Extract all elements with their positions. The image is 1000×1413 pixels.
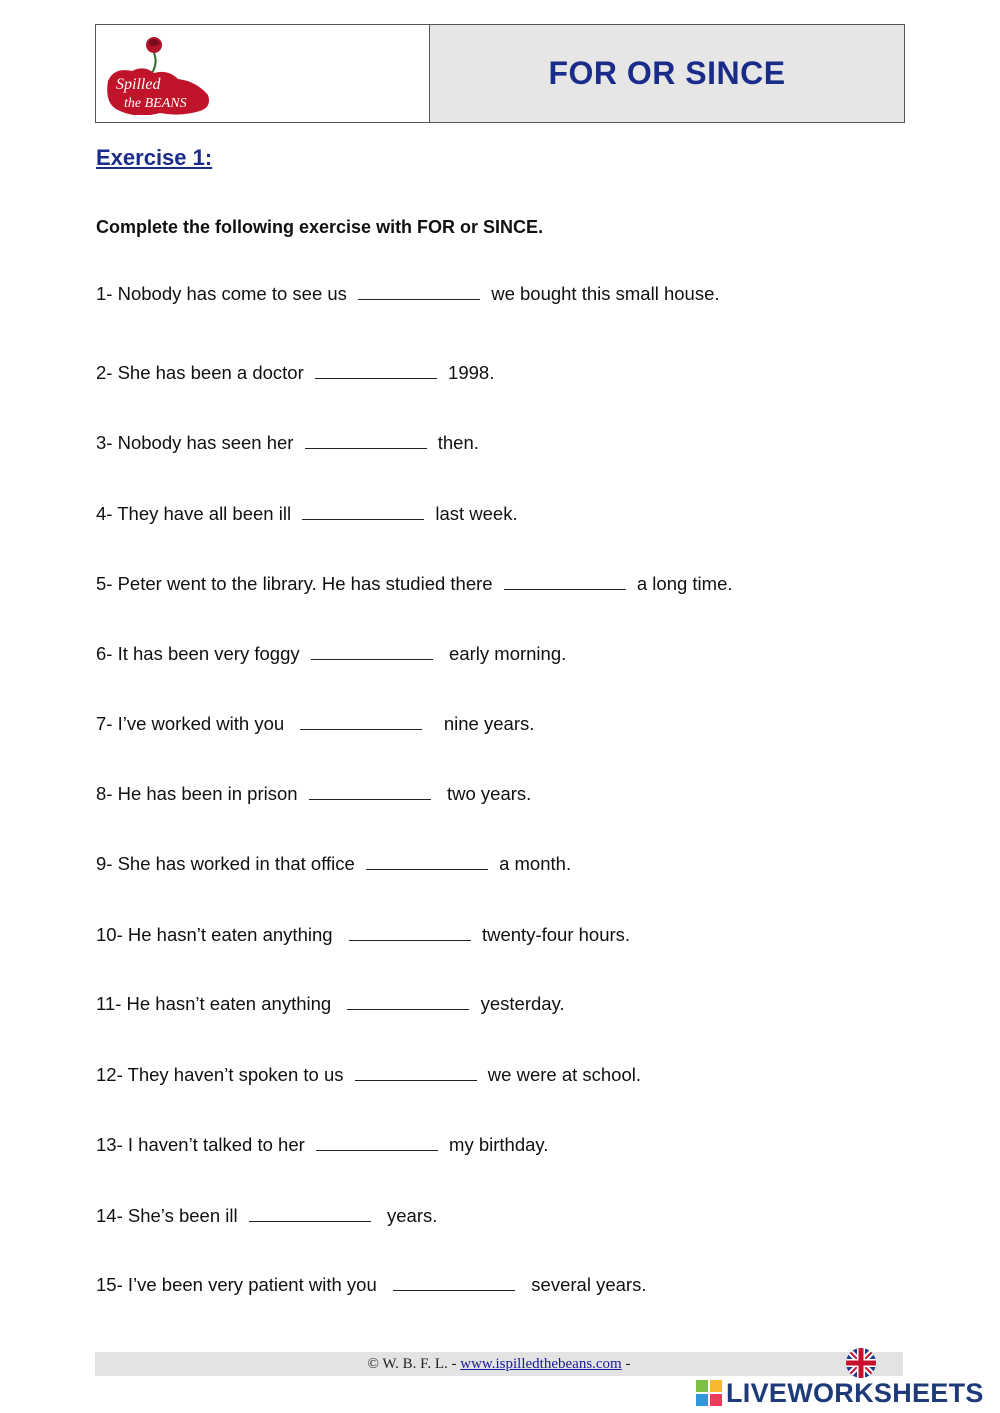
footer-copyright: © W. B. F. L. - bbox=[367, 1356, 461, 1372]
sentence-after: 1998. bbox=[442, 362, 495, 383]
sentence-before: 4- They have all been ill bbox=[96, 503, 297, 524]
answer-blank[interactable] bbox=[249, 1207, 371, 1222]
sentence-before: 5- Peter went to the library. He has studied there bbox=[96, 573, 498, 594]
sentence-before: 10- He hasn’t eaten anything bbox=[96, 924, 343, 945]
sentence-after: a long time. bbox=[631, 573, 733, 594]
worksheet-header bbox=[95, 24, 905, 123]
sentence-item bbox=[96, 362, 494, 384]
answer-blank[interactable] bbox=[305, 434, 427, 449]
liveworksheets-brand bbox=[696, 1378, 984, 1408]
answer-blank[interactable] bbox=[309, 785, 431, 800]
sentence-item bbox=[96, 1064, 641, 1086]
sentence-after: a month. bbox=[493, 853, 572, 874]
sentence-after: years. bbox=[376, 1205, 438, 1226]
sentence-before: 1- Nobody has come to see us bbox=[96, 283, 353, 304]
sentence-before: 2- She has been a doctor bbox=[96, 362, 309, 383]
sentence-after: yesterday. bbox=[475, 993, 565, 1014]
sentence-after: nine years. bbox=[428, 713, 535, 734]
sentence-after: several years. bbox=[521, 1274, 647, 1295]
sentence-item bbox=[96, 503, 518, 525]
answer-blank[interactable] bbox=[316, 1136, 438, 1151]
answer-blank[interactable] bbox=[358, 285, 480, 300]
sentence-before: 9- She has worked in that office bbox=[96, 853, 360, 874]
liveworksheets-logo-icon bbox=[696, 1380, 722, 1406]
sentence-after: two years. bbox=[436, 783, 532, 804]
sentence-after: then. bbox=[432, 432, 479, 453]
answer-blank[interactable] bbox=[504, 575, 626, 590]
sentence-item bbox=[96, 853, 571, 875]
answer-blank[interactable] bbox=[347, 995, 469, 1010]
uk-flag-icon bbox=[845, 1347, 877, 1379]
logo-text-top: Spilled bbox=[116, 76, 161, 93]
sentence-before: 14- She’s been ill bbox=[96, 1205, 243, 1226]
footer-trailing: - bbox=[621, 1356, 631, 1372]
sentence-after: we bought this small house. bbox=[486, 283, 720, 304]
answer-blank[interactable] bbox=[315, 364, 437, 379]
answer-blank[interactable] bbox=[300, 715, 422, 730]
sentence-item bbox=[96, 1205, 437, 1227]
logo-cell bbox=[96, 25, 430, 122]
title-cell bbox=[430, 25, 904, 122]
worksheet-title: FOR OR SINCE bbox=[548, 55, 786, 91]
sentence-item bbox=[96, 783, 531, 805]
sentence-before: 13- I haven’t talked to her bbox=[96, 1134, 310, 1155]
sentence-after: twenty-four hours. bbox=[476, 924, 631, 945]
spilled-the-beans-logo bbox=[104, 35, 216, 115]
sentence-before: 12- They haven’t spoken to us bbox=[96, 1064, 349, 1085]
sentence-before: 8- He has been in prison bbox=[96, 783, 303, 804]
exercise-heading: Exercise 1: bbox=[96, 145, 213, 170]
answer-blank[interactable] bbox=[311, 645, 433, 660]
liveworksheets-wordmark: LIVEWORKSHEETS bbox=[726, 1377, 984, 1408]
sentence-after: we were at school. bbox=[482, 1064, 642, 1085]
footer-bar bbox=[95, 1352, 903, 1376]
sentence-item bbox=[96, 993, 565, 1015]
sentence-before: 7- I’ve worked with you bbox=[96, 713, 295, 734]
answer-blank[interactable] bbox=[393, 1276, 515, 1291]
footer-link[interactable]: www.ispilledthebeans.com bbox=[460, 1356, 622, 1372]
answer-blank[interactable] bbox=[302, 505, 424, 520]
sentence-item bbox=[96, 924, 630, 946]
sentence-item bbox=[96, 713, 534, 735]
sentence-item bbox=[96, 573, 733, 595]
answer-blank[interactable] bbox=[355, 1066, 477, 1081]
logo-text-bottom: the BEANS bbox=[124, 96, 187, 111]
sentence-after: last week. bbox=[430, 503, 518, 524]
sentence-item bbox=[96, 283, 720, 305]
sentence-before: 3- Nobody has seen her bbox=[96, 432, 299, 453]
sentence-item bbox=[96, 1134, 548, 1156]
sentence-before: 15- I’ve been very patient with you bbox=[96, 1274, 388, 1295]
answer-blank[interactable] bbox=[349, 926, 471, 941]
sentence-before: 11- He hasn’t eaten anything bbox=[96, 993, 342, 1014]
sentence-item bbox=[96, 1274, 646, 1296]
sentence-after: early morning. bbox=[438, 643, 567, 664]
exercise-instruction: Complete the following exercise with FOR or SINCE. bbox=[96, 217, 544, 237]
answer-blank[interactable] bbox=[366, 855, 488, 870]
sentence-before: 6- It has been very foggy bbox=[96, 643, 305, 664]
sentence-item bbox=[96, 432, 479, 454]
sentence-item bbox=[96, 643, 566, 665]
sentence-after: my birthday. bbox=[443, 1134, 549, 1155]
